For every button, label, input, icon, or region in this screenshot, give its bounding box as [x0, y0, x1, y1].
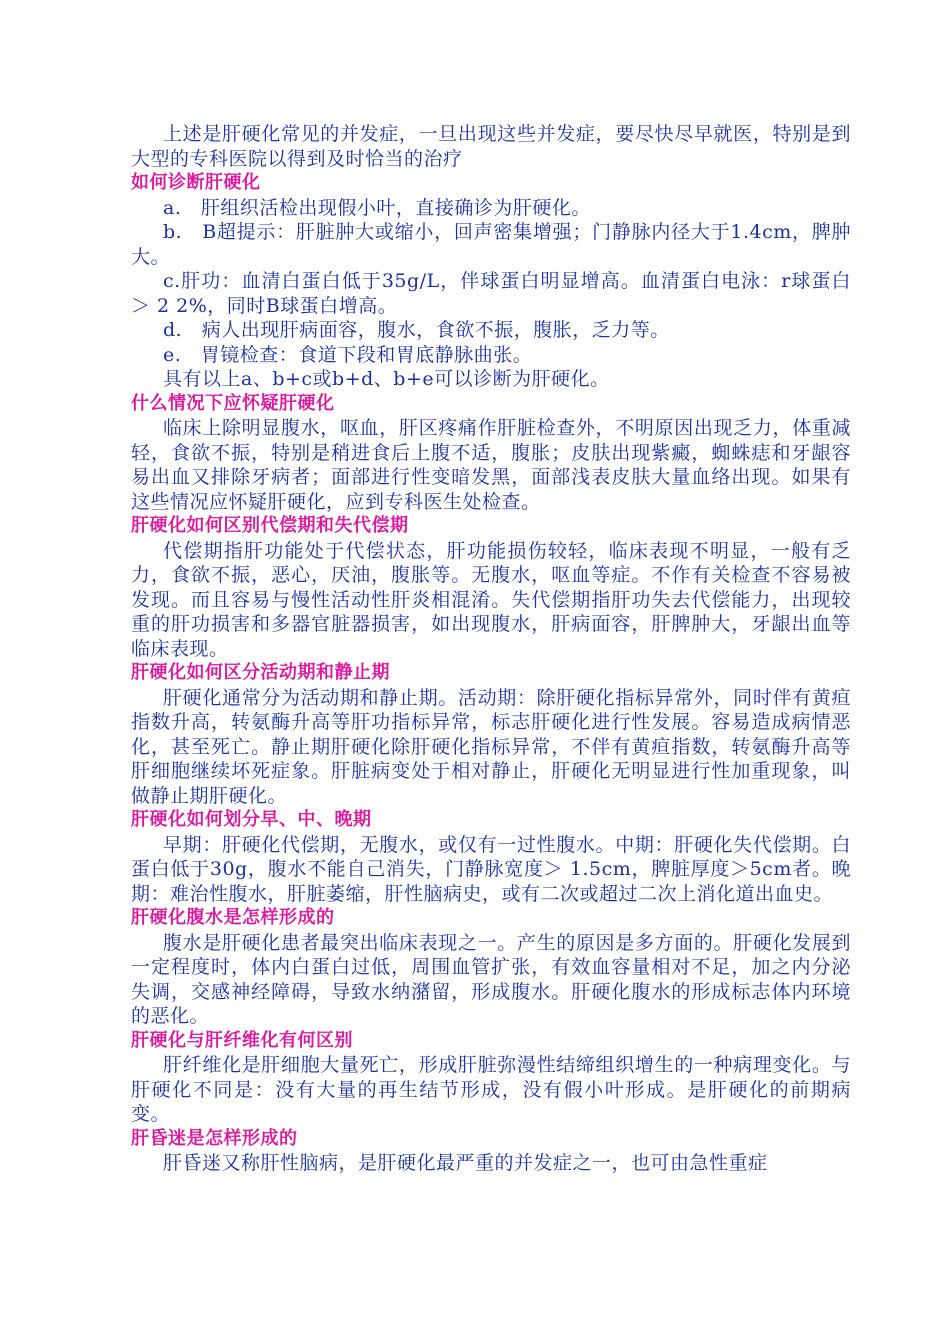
- paragraph: 早期：肝硬化代偿期，无腹水，或仅有一过性腹水。中期：肝硬化失代偿期。白蛋白低于30g，腹水不能自己消失，门静脉宽度＞ 1.5cm，脾脏厚度＞5cm者。晚期：难治性腹水，肝脏萎缩，肝性脑病史，或有二次或超过二次上消化道出血史。: [131, 833, 851, 905]
- paragraph: b. B超提示：肝脏肿大或缩小，回声密集增强；门静脉内径大于1.4cm，脾肿大。: [131, 221, 851, 268]
- document-body: [131, 122, 851, 1176]
- section-heading: 肝硬化如何划分早、中、晚期: [131, 809, 372, 830]
- section-heading: 肝硬化与肝纤维化有何区别: [131, 1029, 353, 1051]
- section-heading: 什么情况下应怀疑肝硬化: [131, 392, 335, 414]
- section-heading: 肝昏迷是怎样形成的: [131, 1127, 298, 1149]
- section-heading: 肝硬化如何区别代偿期和失代偿期: [131, 515, 409, 536]
- paragraph: 临床上除明显腹水，呕血，肝区疼痛作肝脏检查外，不明原因出现乏力，体重减轻，食欲不振，特别是稍进食后上腹不适，腹胀；皮肤出现紫癜，蜘蛛痣和牙龈容易出血又排除牙病者；面部进行性变暗发黑，面部浅表皮肤大量血络出现。如果有这些情况应怀疑肝硬化，应到专科医生处检查。: [131, 417, 851, 513]
- paragraph: 腹水是肝硬化患者最突出临床表现之一。产生的原因是多方面的。肝硬化发展到一定程度时，体内白蛋白过低，周围血管扩张，有效血容量相对不足，加之内分泌失调，交感神经障碍，导致水纳潴留，形成腹水。肝硬化腹水的形成标志体内环境的恶化。: [131, 931, 851, 1027]
- paragraph: 代偿期指肝功能处于代偿状态，肝功能损伤较轻，临床表现不明显，一般有乏力，食欲不振，恶心，厌油，腹胀等。无腹水，呕血等症。不作有关检查不容易被发现。而且容易与慢性活动性肝炎相混淆。失代偿期指肝功失去代偿能力，出现较重的肝功损害和多器官脏器损害，如出现腹水，肝病面容，肝脾肿大，牙龈出血等临床表现。: [131, 539, 851, 660]
- paragraph: 肝纤维化是肝细胞大量死亡，形成肝脏弥漫性结缔组织增生的一种病理变化。与肝硬化不同是：没有大量的再生结节形成，没有假小叶形成。是肝硬化的前期病变。: [131, 1054, 851, 1125]
- paragraph: 肝硬化通常分为活动期和静止期。活动期：除肝硬化指标异常外，同时伴有黄疸指数升高，转氨酶升高等肝功指标异常，标志肝硬化进行性发展。容易造成病情恶化，甚至死亡。静止期肝硬化除肝硬化指标异常，不伴有黄疸指数，转氨酶升高等肝细胞继续坏死症象。肝脏病变处于相对静止，肝硬化无明显进行性加重现象，叫做静止期肝硬化。: [131, 686, 851, 807]
- section-heading: 如何诊断肝硬化: [131, 172, 261, 193]
- paragraph: 具有以上a、b+c或b+d、b+e可以诊断为肝硬化。: [163, 368, 610, 390]
- paragraph: 上述是肝硬化常见的并发症，一旦出现这些并发症，要尽快尽早就医，特别是到大型的专科医院以得到及时恰当的治疗: [131, 123, 851, 170]
- paragraph: a. 肝组织活检出现假小叶，直接确诊为肝硬化。: [163, 196, 591, 219]
- paragraph: e. 胃镜检查：食道下段和胃底静脉曲张。: [163, 343, 533, 366]
- section-heading: 肝硬化腹水是怎样形成的: [131, 907, 335, 928]
- paragraph: c.肝功：血清白蛋白低于35g/L，伴球蛋白明显增高。血清蛋白电泳：r球蛋白＞ 2 2%，同时B球蛋白增高。: [131, 270, 851, 317]
- paragraph: 肝昏迷又称肝性脑病，是肝硬化最严重的并发症之一，也可由急性重症: [163, 1152, 768, 1174]
- section-heading: 肝硬化如何区分活动期和静止期: [131, 662, 390, 683]
- paragraph: d. 病人出现肝病面容，腹水，食欲不振，腹胀，乏力等。: [163, 319, 670, 341]
